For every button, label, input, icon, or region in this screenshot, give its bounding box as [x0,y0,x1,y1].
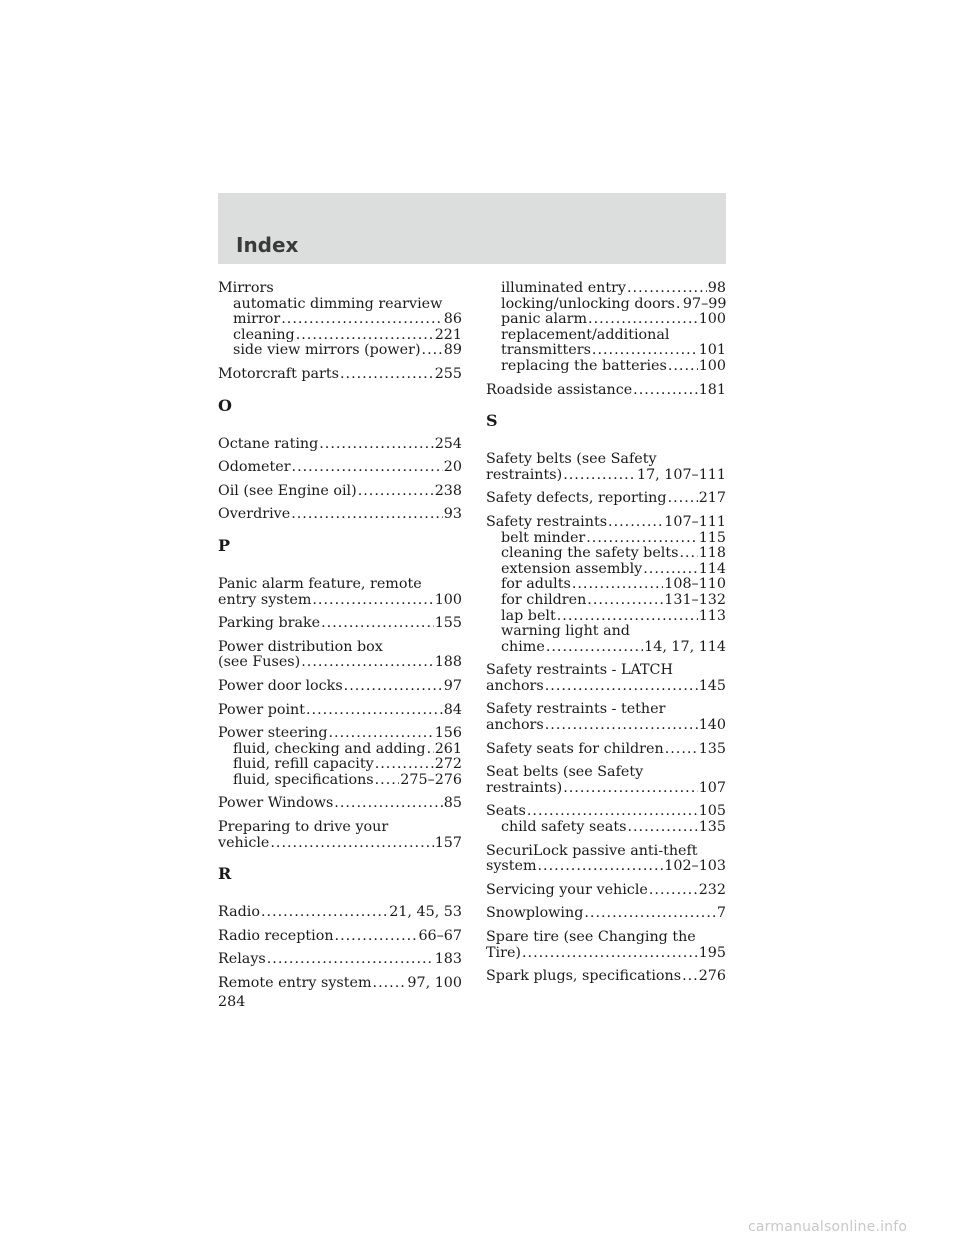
index-entry [486,969,726,985]
dot-leader [375,773,400,789]
index-line [486,383,726,399]
index-line [218,952,462,968]
dot-leader [281,312,443,328]
entry-text: warning light and [501,623,630,640]
dot-leader [312,593,433,609]
index-subentry [218,328,462,344]
entry-text: Panic alarm feature, remote [218,575,422,592]
page-reference: 275–276 [400,771,462,788]
page-reference: 93 [443,506,462,523]
index-line [486,468,726,484]
dot-leader [627,281,707,297]
entry-text: anchors [486,717,544,734]
dot-leader [588,312,698,328]
index-entry [218,952,462,968]
index-subentry [218,757,462,773]
section-letter: P [218,535,231,555]
entry-text: Spare tire (see Changing the [486,929,696,945]
entry-text: Parking brake [218,615,321,632]
entry-text: panic alarm [501,311,588,328]
entry-text: anchors [486,677,544,694]
entry-text: fluid, checking and adding [233,740,426,757]
dot-leader [334,796,443,812]
index-line [218,281,462,297]
entry-text: vehicle [218,834,270,851]
index-line [218,905,462,921]
entry-text: replacement/additional [501,326,670,343]
index-line [218,460,462,476]
entry-text: fluid, refill capacity [233,756,374,773]
dot-leader [682,969,698,985]
entry-text: Safety restraints - LATCH [486,662,673,679]
entry-text: Snowplowing [486,905,584,922]
dot-leader [572,577,663,593]
index-entry [218,929,462,945]
entry-text: belt minder [501,529,586,546]
index-subentry [218,312,462,328]
index-subentry [486,593,726,609]
dot-leader [676,297,682,313]
index-entry [486,383,726,399]
page-reference: 107–111 [664,513,726,530]
dot-leader [373,976,407,992]
index-subentry [486,820,726,836]
index-entry [218,796,462,812]
index-subentry [486,624,726,640]
dot-leader [291,507,443,523]
page-reference: 108–110 [664,576,726,593]
index-subentry [486,546,726,562]
index-line [486,702,726,718]
page-reference: 114 [698,560,726,577]
entry-text: fluid, specifications [233,771,374,788]
page-reference: 238 [434,482,462,499]
entry-text: Servicing your vehicle [486,881,648,898]
index-subentry [486,312,726,328]
page-reference: 188 [434,654,462,671]
dot-leader [292,460,443,476]
index-line [218,726,462,742]
page-reference: 113 [698,607,726,624]
dot-leader [340,367,434,383]
dot-leader [592,343,698,359]
dot-leader [301,655,433,671]
page-reference: 131–132 [664,591,726,608]
page-reference: 135 [698,740,726,757]
index-line [218,703,462,719]
dot-leader [545,679,698,695]
index-entry [486,906,726,922]
index-line [218,679,462,695]
entry-text: Spark plugs, specifications [486,968,682,985]
page-reference: 100 [434,591,462,608]
index-subentry [486,640,726,656]
section-letter: S [486,411,498,431]
page-reference: 118 [698,545,726,562]
dot-leader [665,742,698,758]
entry-text: Seats [486,803,526,820]
index-line [486,765,726,781]
entry-text: restraints) [486,466,563,483]
page-reference: 101 [698,342,726,359]
index-line [486,883,726,899]
dot-leader [427,742,434,758]
index-entry [218,460,462,476]
entry-text: locking/unlocking doors [501,295,675,312]
index-entry [486,281,726,375]
entry-text: transmitters [501,342,591,359]
dot-leader [344,679,443,695]
index-entry [486,663,726,694]
index-entry [486,491,726,507]
index-line [486,491,726,507]
index-line [486,452,726,468]
page-reference: 107 [698,779,726,796]
index-line [486,946,726,962]
index-line [218,929,462,945]
dot-leader [319,437,433,453]
index-column-right [486,281,726,993]
entry-text: Mirrors [218,280,274,296]
entry-text: automatic dimming rearview [233,295,443,312]
entry-text: Remote entry system [218,975,372,992]
entry-text: entry system [218,591,312,608]
dot-leader [584,906,716,922]
page-reference: 85 [443,795,462,812]
entry-text: Oil (see Engine oil) [218,482,357,499]
index-entry [218,640,462,671]
index-line [218,507,462,523]
entry-text: child safety seats [501,819,627,836]
page-reference: 97–99 [682,295,727,312]
index-entry [218,820,462,851]
index-entry [486,702,726,733]
index-line [486,906,726,922]
index-entry [218,484,462,500]
entry-text: replacing the batteries [501,357,667,374]
dot-leader [643,562,697,578]
dot-leader [527,804,698,820]
index-line [218,976,462,992]
index-entry [486,742,726,758]
index-line [486,930,726,946]
entry-text: Safety restraints [486,513,608,530]
index-entry [218,976,462,992]
page-reference: 100 [698,311,726,328]
entry-text: Seat belts (see Safety [486,764,644,781]
index-line [218,593,462,609]
index-entry [218,367,462,383]
entry-text: Octane rating [218,435,319,452]
page-reference: 261 [434,740,462,757]
dot-leader [538,859,664,875]
page-reference: 100 [698,357,726,374]
page-reference: 97 [443,677,462,694]
entry-text: SecuriLock passive anti-theft [486,842,698,859]
dot-leader [668,359,698,375]
dot-leader [557,609,698,625]
entry-text: Safety defects, reporting [486,490,667,507]
entry-text: Safety seats for children [486,740,664,757]
page-reference: 145 [698,677,726,694]
index-line [218,367,462,383]
index-line [218,796,462,812]
page-number: 284 [218,994,246,1010]
entry-text: Radio reception [218,927,334,944]
dot-leader [627,820,697,836]
index-subentry [218,773,462,789]
dot-leader [563,468,636,484]
page-reference: 105 [698,803,726,820]
index-line [486,781,726,797]
dot-leader [546,640,643,656]
index-entry [218,507,462,523]
entry-text: system [486,858,537,875]
index-entry [486,765,726,796]
page-reference: 255 [434,365,462,382]
dot-leader [261,905,388,921]
index-entry [486,515,726,655]
entry-text: illuminated entry [501,280,627,296]
dot-leader [545,718,698,734]
index-line [486,859,726,875]
index-entry [218,281,462,359]
page-reference: 66–67 [418,927,462,944]
dot-leader [358,484,434,500]
index-entry [486,883,726,899]
page-reference: 155 [434,615,462,632]
page-reference: 20 [443,459,462,476]
entry-text: Radio [218,904,260,921]
dot-leader [329,726,434,742]
page-reference: 98 [707,280,726,296]
index-entry [218,703,462,719]
index-line [218,655,462,671]
page-reference: 156 [434,725,462,742]
index-subentry [218,343,462,359]
index-line [218,437,462,453]
header-band [218,193,726,264]
dot-leader [306,703,443,719]
entry-text: cleaning the safety belts [501,545,679,562]
page-reference: 140 [698,717,726,734]
entry-text: mirror [233,311,281,328]
index-line [218,484,462,500]
index-entry [486,452,726,483]
page-reference: 102–103 [664,858,726,875]
page-reference: 195 [698,944,726,961]
index-line [486,718,726,734]
dot-leader [649,883,698,899]
index-subentry [218,297,462,313]
dot-leader [633,383,698,399]
section-letter: O [218,395,232,415]
dot-leader [296,328,434,344]
dot-leader [679,546,697,562]
entry-text: Power distribution box [218,638,383,655]
dot-leader [608,515,663,531]
entry-text: Preparing to drive your [218,819,389,836]
dot-leader [267,952,434,968]
page-reference: 21, 45, 53 [389,904,462,921]
entry-text: for children [501,591,587,608]
index-subentry [486,562,726,578]
page-reference: 97, 100 [407,975,462,992]
index-subentry [486,343,726,359]
footer-watermark: carmanualsonline.info [748,1219,908,1235]
dot-leader [586,531,697,547]
page-reference: 115 [698,529,726,546]
dot-leader [375,757,434,773]
index-entry [486,844,726,875]
page-title: Index [236,233,299,257]
page-reference: 89 [443,342,462,359]
entry-text: for adults [501,576,571,593]
entry-text: lap belt [501,607,556,624]
index-subentry [486,609,726,625]
entry-text: chime [501,638,545,655]
entry-text: cleaning [233,326,295,343]
page-reference: 232 [698,881,726,898]
index-subentry [486,281,726,297]
index-line [486,515,726,531]
index-line [218,616,462,632]
entry-text: Motorcraft parts [218,365,339,382]
index-entry [218,577,462,608]
index-subentry [486,359,726,375]
entry-text: extension assembly [501,560,643,577]
index-line [486,663,726,679]
dot-leader [587,593,663,609]
entry-text: Power point [218,701,306,718]
index-line [486,742,726,758]
page-reference: 276 [698,968,726,985]
entry-text: Overdrive [218,506,291,523]
index-entry [218,726,462,788]
page-reference: 14, 17, 114 [644,638,726,655]
entry-text: Power steering [218,725,328,742]
page-reference: 181 [698,381,726,398]
page-reference: 254 [434,435,462,452]
dot-leader [668,491,698,507]
entry-text: (see Fuses) [218,654,301,671]
index-entry [218,437,462,453]
entry-text: Tire) [486,944,521,961]
dot-leader [321,616,434,632]
entry-text: Safety restraints - tether [486,701,666,718]
entry-text: Roadside assistance [486,381,633,398]
index-line [486,844,726,860]
index-line [486,969,726,985]
entry-text: Power door locks [218,677,343,694]
index-line [218,836,462,852]
index-subentry [486,531,726,547]
index-line [486,679,726,695]
entry-text: restraints) [486,779,563,796]
page-reference: 84 [443,701,462,718]
index-line [218,577,462,593]
entry-text: Power Windows [218,795,334,812]
entry-text: Odometer [218,459,291,476]
entry-text: Safety belts (see Safety [486,451,657,468]
dot-leader [335,929,418,945]
dot-leader [422,343,443,359]
page-reference: 17, 107–111 [636,466,726,483]
index-subentry [486,297,726,313]
index-entry [486,804,726,835]
index-subentry [486,328,726,344]
entry-text: Relays [218,951,266,968]
index-entry [486,930,726,961]
page-reference: 272 [434,756,462,773]
dot-leader [270,836,433,852]
index-entry [218,905,462,921]
page-reference: 221 [434,326,462,343]
page-reference: 135 [698,819,726,836]
index-entry [218,679,462,695]
page-reference: 86 [443,311,462,328]
index-line [218,820,462,836]
index-entry [218,616,462,632]
index-line [486,804,726,820]
entry-text: side view mirrors (power) [233,342,421,359]
index-subentry [486,577,726,593]
page-reference: 183 [434,951,462,968]
page-reference: 7 [716,905,726,922]
index-line [218,640,462,656]
page-reference: 217 [698,490,726,507]
index-column-left [218,281,462,1000]
dot-leader [563,781,698,797]
section-letter: R [218,864,232,884]
index-subentry [218,742,462,758]
page-reference: 157 [434,834,462,851]
dot-leader [522,946,698,962]
